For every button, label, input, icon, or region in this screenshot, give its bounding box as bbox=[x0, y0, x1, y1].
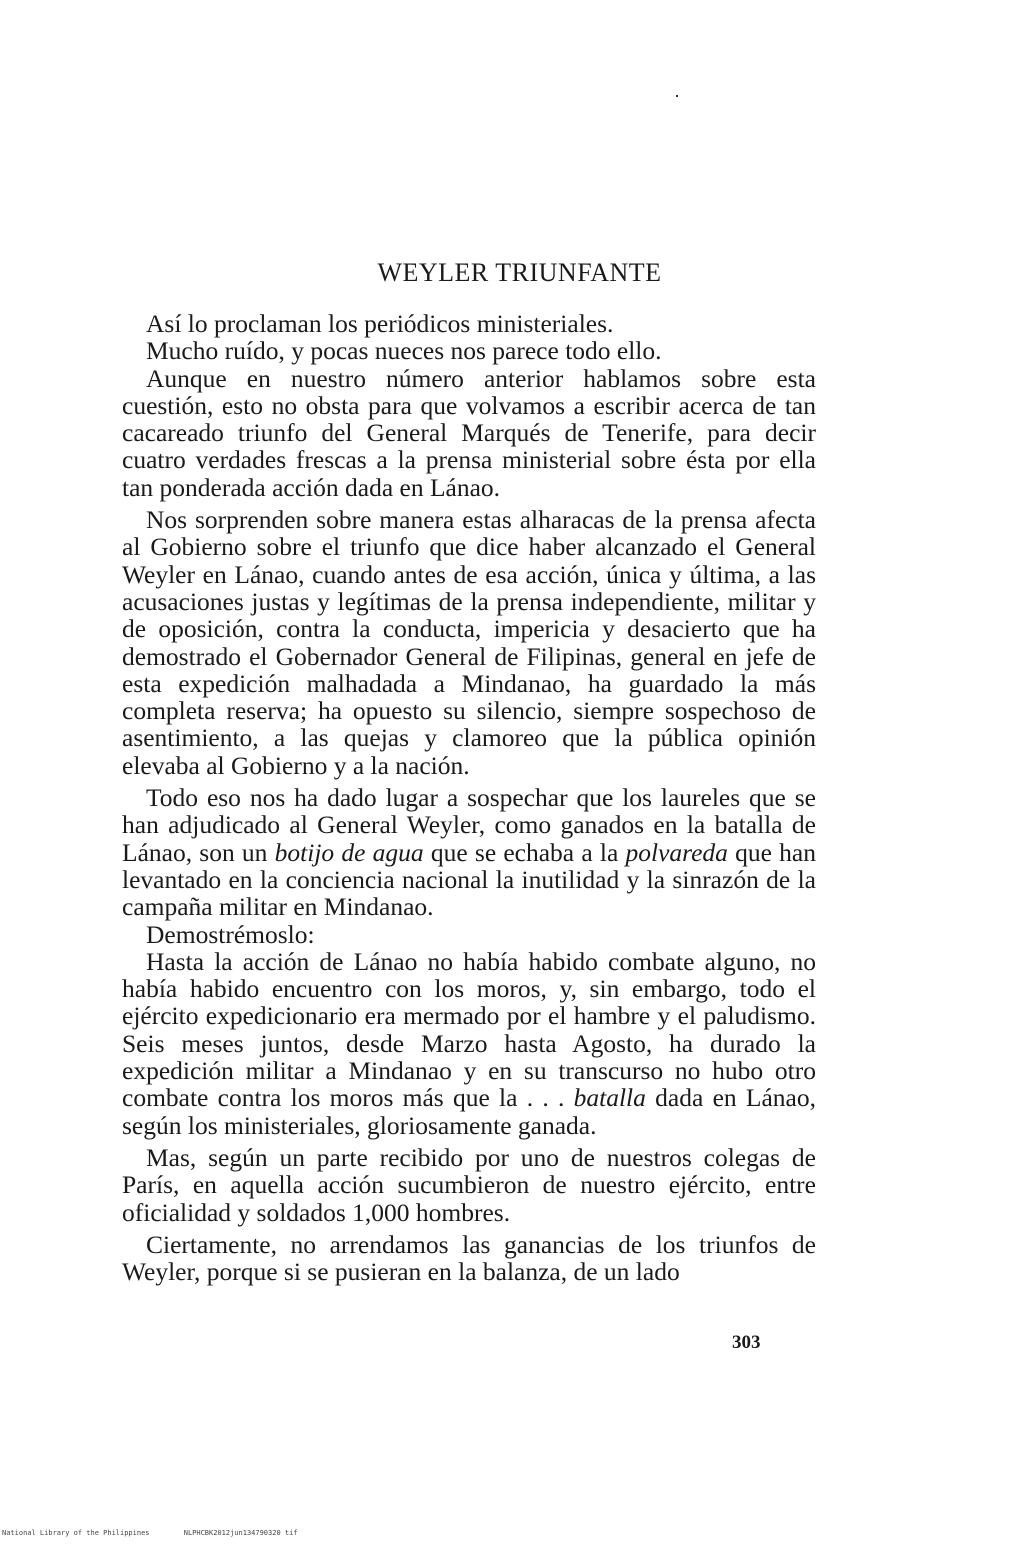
paragraph-8: Mas, según un parte recibido por uno de nuestros colegas de París, en aquella acción sucumbieron de nuestro ejército, entre oficialidad y soldados 1,000 hombres. bbox=[122, 1142, 816, 1227]
paragraph-6: Demostrémoslo: bbox=[146, 919, 315, 949]
scan-speck bbox=[676, 95, 678, 97]
article-title: WEYLER TRIUNFANTE bbox=[377, 258, 662, 287]
paragraph-5-part-3: que se echaba a la bbox=[423, 837, 626, 867]
italic-polvareda: polvareda bbox=[625, 837, 728, 867]
paragraph-4: Nos sorprenden sobre manera estas alharacas de la prensa afecta al Gobierno sobre el triunfo que dice haber alcanzado el General Weyler en Lánao, cuando antes de esa acción, única y última, a las acusaciones justas y legítimas de la prensa independiente, militar y de oposición, contra la conducta, impericia y desacierto que ha demostrado el Gobernador General de Filipinas, general en jefe de esta expedición malhadada a Mindanao, ha guardado la más completa reserva; ha opuesto su silencio, siempre sospechoso de asentimiento, a las quejas y clamoreo que la pública opinión elevaba al Gobierno y a la nación. bbox=[122, 505, 816, 780]
article-body bbox=[122, 310, 816, 1285]
scan-footer bbox=[2, 1529, 328, 1537]
paragraph-3: Aunque en nuestro número anterior hablamos sobre esta cuestión, esto no obsta para que volvamos a escribir acerca de tan cacareado triunfo del General Marqués de Tenerife, para decir cuatro verdades frescas a la prensa ministerial sobre ésta por ella tan ponderada acción dada en Lánao. bbox=[122, 363, 816, 502]
paragraph-1: Así lo proclaman los periódicos ministeriales. bbox=[146, 309, 614, 338]
page-number: 303 bbox=[732, 1332, 761, 1353]
footer-identifier: NLPHCBK2012jun134790320 tif bbox=[183, 1529, 298, 1537]
footer-library: National Library of the Philippines bbox=[2, 1529, 150, 1537]
paragraph-5 bbox=[122, 784, 816, 920]
paragraph-2: Mucho ruído, y pocas nueces nos parece todo ello. bbox=[146, 336, 662, 366]
paragraph-7-part-1: Hasta la acción de Lánao no había habido combate alguno, no había habido encuentro con los moros, y, sin embargo, todo el ejército expedicionario era mermado por el hambre y el paludismo. Seis meses juntos, desde Marzo hasta Agosto, ha durado la expedición militar a Mindanao y en su transcurso no hubo otro combate contra los moros más que la . . . bbox=[122, 946, 816, 1113]
italic-botijo-de-agua: botijo de agua bbox=[274, 837, 424, 867]
paragraph-9: Ciertamente, no arrendamos las ganancias de los triunfos de Weyler, porque si se pusieran en la balanza, de un lado bbox=[122, 1229, 816, 1287]
paragraph-5-part-5: que han levantado en la conciencia nacional la inutilidad y la sinrazón de la campaña militar en Mindanao. bbox=[122, 837, 816, 922]
paragraph-5-part-1: Todo eso nos ha dado lugar a sospechar que los laureles que se han adjudicado al General Weyler, como ganados en la batalla de Lánao, son un bbox=[122, 783, 816, 867]
paragraph-7 bbox=[122, 948, 816, 1139]
italic-batalla: batalla bbox=[573, 1083, 646, 1113]
paragraph-7-part-3: dada en Lánao, según los ministeriales, gloriosamente ganada. bbox=[122, 1083, 816, 1140]
